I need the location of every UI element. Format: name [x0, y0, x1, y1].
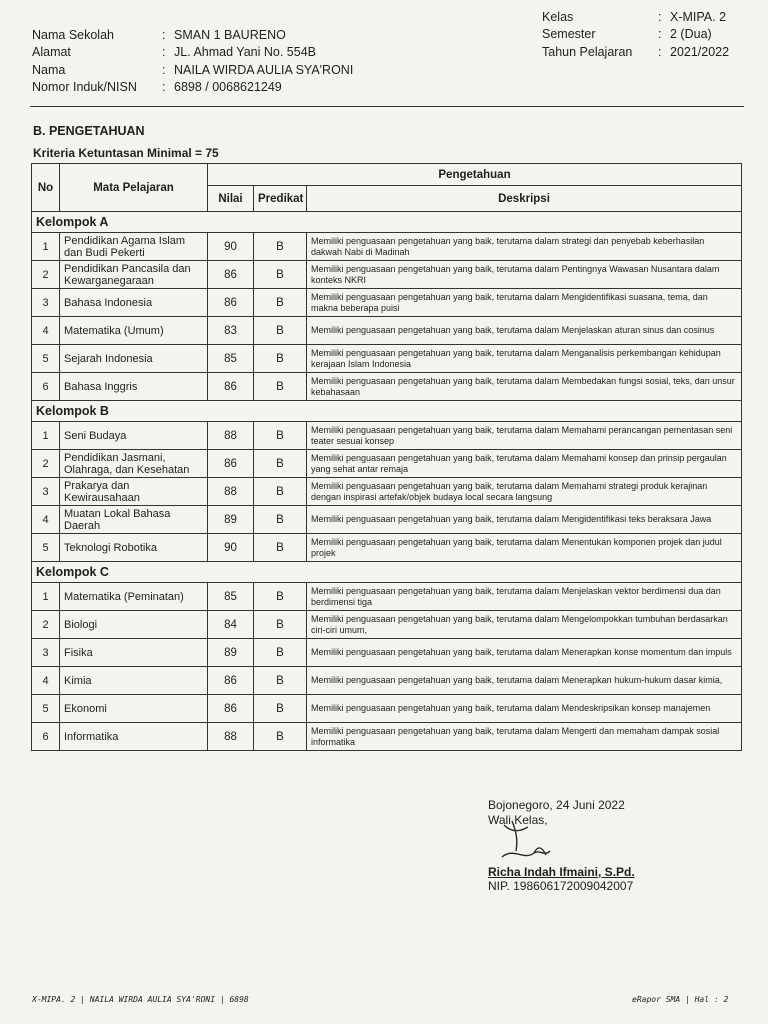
- row-score: 89: [208, 639, 254, 667]
- row-predicate: B: [254, 639, 307, 667]
- row-description: Memiliki penguasaan pengetahuan yang baik, terutama dalam strategi dan penyebab keberhasilan dakwah Nabi di Madinah: [307, 233, 742, 261]
- row-description: Memiliki penguasaan pengetahuan yang baik, terutama dalam Memahami strategi produk kerajinan dengan inspirasi artefak/objek budaya local secara langsung: [307, 478, 742, 506]
- row-score: 85: [208, 345, 254, 373]
- col-deskripsi: Deskripsi: [307, 186, 742, 212]
- row-predicate: B: [254, 695, 307, 723]
- address-label: Alamat: [32, 45, 71, 60]
- name-label: Nama: [32, 62, 66, 77]
- footer-right: eRapor SMA | Hal : 2: [632, 995, 729, 1004]
- row-no: 2: [32, 450, 60, 478]
- row-subject: Pendidikan Jasmani, Olahraga, dan Kesehatan: [60, 450, 208, 478]
- row-no: 2: [32, 261, 60, 289]
- row-score: 90: [208, 534, 254, 562]
- row-description: Memiliki penguasaan pengetahuan yang baik, terutama dalam Menganalisis perkembangan kehidupan kerajaan Islam Indonesia: [307, 345, 742, 373]
- row-no: 1: [32, 583, 60, 611]
- row-subject: Kimia: [60, 667, 208, 695]
- student-id: 6898 / 0068621249: [174, 80, 282, 95]
- handwritten-signature: [494, 817, 564, 869]
- signer-nip: NIP. 198606172009042007: [488, 879, 634, 893]
- row-predicate: B: [254, 345, 307, 373]
- group-title: Kelompok B: [32, 401, 742, 422]
- table-row: [32, 261, 742, 289]
- row-subject: Pendidikan Pancasila dan Kewarganegaraan: [60, 261, 208, 289]
- row-score: 86: [208, 289, 254, 317]
- row-description: Memiliki penguasaan pengetahuan yang baik, terutama dalam Mengerti dan memaham dampak sosial informatika: [307, 723, 742, 751]
- row-no: 1: [32, 422, 60, 450]
- separator: :: [162, 62, 166, 77]
- col-no: No: [32, 164, 60, 212]
- row-subject: Informatika: [60, 723, 208, 751]
- class-value: X-MIPA. 2: [670, 9, 727, 24]
- class-info: [542, 8, 729, 61]
- separator: :: [658, 27, 662, 42]
- semester-value: 2 (Dua): [670, 27, 712, 42]
- footer-left: X-MIPA. 2 | NAILA WIRDA AULIA SYA'RONI | 6898: [32, 995, 249, 1004]
- row-description: Memiliki penguasaan pengetahuan yang baik, terutama dalam Menjelaskan vektor berdimensi dua dan berdimensi tiga: [307, 583, 742, 611]
- group-title: Kelompok A: [32, 212, 742, 233]
- header-divider: [30, 106, 744, 107]
- signer-info: [488, 865, 635, 893]
- row-description: Memiliki penguasaan pengetahuan yang baik, terutama dalam Mengidentifikasi teks beraksara Jawa: [307, 506, 742, 534]
- table-row: [32, 611, 742, 639]
- row-predicate: B: [254, 422, 307, 450]
- semester-label: Semester: [542, 27, 596, 42]
- row-score: 85: [208, 583, 254, 611]
- grades-body: [32, 212, 742, 751]
- row-subject: Matematika (Umum): [60, 317, 208, 345]
- row-no: 3: [32, 478, 60, 506]
- class-label: Kelas: [542, 9, 574, 24]
- row-no: 4: [32, 317, 60, 345]
- group-row: [32, 562, 742, 583]
- row-score: 83: [208, 317, 254, 345]
- row-subject: Fisika: [60, 639, 208, 667]
- table-row: [32, 233, 742, 261]
- row-predicate: B: [254, 667, 307, 695]
- row-no: 4: [32, 506, 60, 534]
- col-pengetahuan: Pengetahuan: [208, 164, 742, 186]
- row-score: 88: [208, 422, 254, 450]
- row-score: 88: [208, 478, 254, 506]
- row-subject: Matematika (Peminatan): [60, 583, 208, 611]
- col-nilai: Nilai: [208, 186, 254, 212]
- table-row: [32, 723, 742, 751]
- row-predicate: B: [254, 534, 307, 562]
- table-row: [32, 317, 742, 345]
- year-label: Tahun Pelajaran: [542, 44, 633, 59]
- row-subject: Biologi: [60, 611, 208, 639]
- row-subject: Prakarya dan Kewirausahaan: [60, 478, 208, 506]
- row-predicate: B: [254, 373, 307, 401]
- row-no: 5: [32, 345, 60, 373]
- row-no: 6: [32, 373, 60, 401]
- col-mapel: Mata Pelajaran: [60, 164, 208, 212]
- row-no: 5: [32, 695, 60, 723]
- table-row: [32, 289, 742, 317]
- row-no: 2: [32, 611, 60, 639]
- row-description: Memiliki penguasaan pengetahuan yang baik, terutama dalam Menentukan komponen projek dan judul projek: [307, 534, 742, 562]
- row-description: Memiliki penguasaan pengetahuan yang baik, terutama dalam Menerapkan hukum-hukum dasar kimia,: [307, 667, 742, 695]
- row-description: Memiliki penguasaan pengetahuan yang baik, terutama dalam Mengidentifikasi suasana, tema, dan makna beberapa puisi: [307, 289, 742, 317]
- row-predicate: B: [254, 450, 307, 478]
- row-predicate: B: [254, 289, 307, 317]
- row-predicate: B: [254, 478, 307, 506]
- row-score: 86: [208, 450, 254, 478]
- row-predicate: B: [254, 611, 307, 639]
- row-description: Memiliki penguasaan pengetahuan yang baik, terutama dalam Mendeskripsikan konsep manajemen: [307, 695, 742, 723]
- row-predicate: B: [254, 583, 307, 611]
- row-subject: Pendidikan Agama Islam dan Budi Pekerti: [60, 233, 208, 261]
- row-predicate: B: [254, 317, 307, 345]
- separator: :: [162, 27, 166, 42]
- row-predicate: B: [254, 506, 307, 534]
- row-no: 3: [32, 639, 60, 667]
- row-score: 84: [208, 611, 254, 639]
- row-description: Memiliki penguasaan pengetahuan yang baik, terutama dalam Pentingnya Wawasan Nusantara dalam konteks NKRI: [307, 261, 742, 289]
- student-info: [32, 26, 353, 96]
- row-subject: Sejarah Indonesia: [60, 345, 208, 373]
- row-score: 86: [208, 261, 254, 289]
- table-row: [32, 695, 742, 723]
- row-description: Memiliki penguasaan pengetahuan yang baik, terutama dalam Membedakan fungsi sosial, teks, dan unsur kebahasaan: [307, 373, 742, 401]
- group-title: Kelompok C: [32, 562, 742, 583]
- table-row: [32, 534, 742, 562]
- row-score: 86: [208, 695, 254, 723]
- year-value: 2021/2022: [670, 44, 730, 59]
- signer-role: Wali Kelas,: [488, 813, 548, 827]
- table-row: [32, 506, 742, 534]
- row-predicate: B: [254, 723, 307, 751]
- row-subject: Bahasa Inggris: [60, 373, 208, 401]
- separator: :: [162, 80, 166, 95]
- row-description: Memiliki penguasaan pengetahuan yang baik, terutama dalam Mengelompokkan tumbuhan berdasarkan ciri-ciri umum,: [307, 611, 742, 639]
- row-subject: Ekonomi: [60, 695, 208, 723]
- row-predicate: B: [254, 261, 307, 289]
- row-score: 89: [208, 506, 254, 534]
- row-score: 88: [208, 723, 254, 751]
- row-no: 5: [32, 534, 60, 562]
- table-row: [32, 639, 742, 667]
- row-subject: Seni Budaya: [60, 422, 208, 450]
- place-date: Bojonegoro, 24 Juni 2022: [488, 798, 625, 812]
- row-subject: Teknologi Robotika: [60, 534, 208, 562]
- grades-table: [31, 163, 742, 751]
- signer-name: Richa Indah Ifmaini, S.Pd.: [488, 865, 635, 879]
- col-predikat: Predikat: [254, 186, 307, 212]
- row-score: 86: [208, 667, 254, 695]
- row-no: 4: [32, 667, 60, 695]
- row-no: 3: [32, 289, 60, 317]
- separator: :: [658, 9, 662, 24]
- row-predicate: B: [254, 233, 307, 261]
- table-row: [32, 667, 742, 695]
- student-name: NAILA WIRDA AULIA SYA'RONI: [174, 62, 354, 77]
- row-subject: Muatan Lokal Bahasa Daerah: [60, 506, 208, 534]
- school-name: SMAN 1 BAURENO: [174, 27, 286, 42]
- row-no: 6: [32, 723, 60, 751]
- separator: :: [658, 44, 662, 59]
- group-row: [32, 212, 742, 233]
- row-score: 86: [208, 373, 254, 401]
- row-description: Memiliki penguasaan pengetahuan yang baik, terutama dalam Memahami perancangan pementasan seni teater sesuai konsep: [307, 422, 742, 450]
- row-description: Memiliki penguasaan pengetahuan yang baik, terutama dalam Menjelaskan aturan sinus dan cosinus: [307, 317, 742, 345]
- table-row: [32, 373, 742, 401]
- table-row: [32, 345, 742, 373]
- id-label: Nomor Induk/NISN: [32, 80, 137, 95]
- row-description: Memiliki penguasaan pengetahuan yang baik, terutama dalam Memahami konsep dan prinsip pergaulan yang sehat antar remaja: [307, 450, 742, 478]
- group-row: [32, 401, 742, 422]
- table-row: [32, 583, 742, 611]
- row-subject: Bahasa Indonesia: [60, 289, 208, 317]
- table-row: [32, 422, 742, 450]
- row-score: 90: [208, 233, 254, 261]
- row-no: 1: [32, 233, 60, 261]
- school-label: Nama Sekolah: [32, 27, 114, 42]
- kkm-label: Kriteria Ketuntasan Minimal = 75: [33, 146, 219, 160]
- separator: :: [162, 45, 166, 60]
- table-row: [32, 478, 742, 506]
- section-title: B. PENGETAHUAN: [33, 124, 145, 138]
- school-address: JL. Ahmad Yani No. 554B: [174, 45, 316, 60]
- table-row: [32, 450, 742, 478]
- row-description: Memiliki penguasaan pengetahuan yang baik, terutama dalam Menerapkan konse momentum dan impuls: [307, 639, 742, 667]
